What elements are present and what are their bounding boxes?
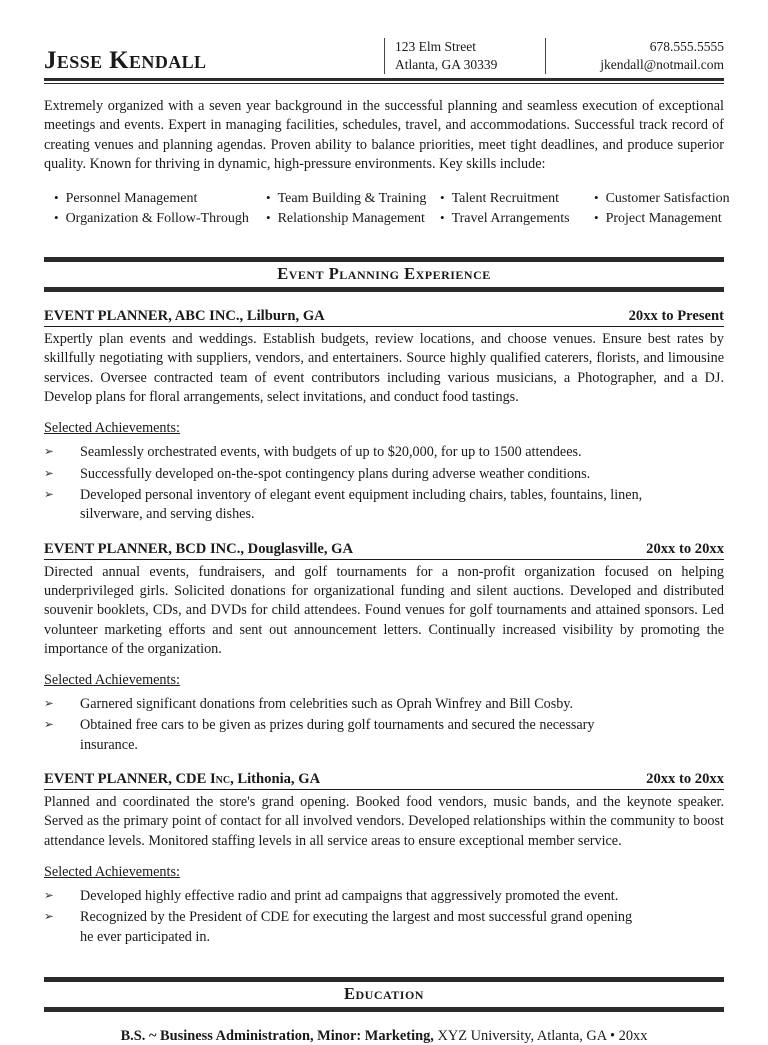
- address-line-2: Atlanta, GA 30339: [395, 57, 498, 73]
- education-entry: [44, 1028, 724, 1045]
- education-section: [44, 977, 724, 1012]
- job-entry: [44, 541, 724, 756]
- achievements-label: Selected Achievements:: [44, 420, 180, 437]
- skill-label: Personnel Management: [65, 190, 198, 206]
- arrow-bullet-icon: ➢: [44, 719, 54, 732]
- achievement-text: Developed highly effective radio and print ad campaigns that aggressively promoted the event.: [80, 888, 619, 904]
- skill-item: [266, 190, 440, 209]
- job-description: Directed annual events, fundraisers, and golf tournaments for a non-profit organization focused on helping underprivileged girls. Solicited donations for organizational funding and silent auctions. Developed and distributed souvenir booklets, CDs, and DVDs for child attendees. Found venues for golf tournaments and attained sponsors. Led volunteer marketing efforts and sent out announcement letters. Continually increased visibility by promoting the importance of the organization.: [44, 563, 724, 657]
- skill-item: [440, 210, 594, 229]
- candidate-name: Jesse Kendall: [44, 47, 207, 74]
- email-address[interactable]: jkendall@notmail.com: [600, 57, 724, 73]
- job-header: [44, 308, 724, 327]
- skill-item: [54, 190, 266, 209]
- experience-section-title: Event Planning Experience: [277, 264, 491, 284]
- achievement-item: [44, 443, 724, 462]
- bullet-icon: •: [440, 210, 445, 226]
- achievement-text: Successfully developed on-the-spot contingency plans during adverse weather conditions.: [80, 465, 591, 482]
- achievement-item: [44, 465, 724, 484]
- achievements-list: [44, 695, 724, 755]
- skill-label: Customer Satisfaction: [605, 190, 730, 206]
- skill-label: Organization & Follow-Through: [65, 211, 249, 227]
- school-details: XYZ University, Atlanta, GA • 20xx: [433, 1027, 648, 1044]
- achievements-label: Selected Achievements:: [44, 864, 180, 880]
- arrow-bullet-icon: ➢: [44, 488, 54, 501]
- section-rule-bottom: [44, 1007, 724, 1012]
- job-dates: 20xx to 20xx: [646, 771, 724, 788]
- achievement-item: [44, 486, 724, 525]
- achievement-item: [44, 695, 724, 714]
- key-skills-grid: [44, 189, 730, 229]
- skill-label: Travel Arrangements: [451, 211, 570, 227]
- bullet-icon: •: [54, 210, 59, 226]
- skill-label: Project Management: [605, 211, 722, 227]
- job-header: [44, 541, 724, 560]
- resume-header: [44, 30, 724, 74]
- professional-summary: Extremely organized with a seven year background in the successful planning and seamless execution of exceptional meetings and events. Expert in managing facilities, schedules, travel, and accommodations. Successful track record of creating venues and planning agendas. Proven ability to balance priorities, meet tight deadlines, and produce superior quality. Known for thriving in dynamic, high-pressure environments. Key skills include:: [44, 97, 724, 173]
- job-dates: 20xx to 20xx: [646, 540, 724, 557]
- bullet-icon: •: [266, 189, 271, 205]
- job-title: EVENT PLANNER, BCD INC., Douglasville, GA: [44, 540, 354, 557]
- job-title-smallcaps: Inc: [209, 771, 231, 788]
- achievements-list: [44, 887, 724, 947]
- job-title: EVENT PLANNER, ABC INC., Lilburn, GA: [44, 308, 325, 325]
- job-entry: [44, 771, 724, 947]
- achievement-text: Seamlessly orchestrated events, with budgets of up to $20,000, for up to 1500 attendees.: [80, 444, 582, 461]
- skill-item: [594, 190, 730, 209]
- job-title-post: , Lithonia, GA: [230, 771, 321, 788]
- skill-item: [266, 210, 440, 229]
- job-header: [44, 771, 724, 790]
- bullet-icon: •: [594, 210, 599, 226]
- job-title-pre: EVENT PLANNER, CDE: [44, 771, 210, 788]
- arrow-bullet-icon: ➢: [44, 446, 54, 459]
- achievements-label: Selected Achievements:: [44, 672, 180, 689]
- address-block: [384, 38, 545, 74]
- bullet-icon: •: [440, 189, 445, 205]
- achievement-item: [44, 908, 724, 947]
- achievement-item: [44, 887, 724, 906]
- degree-name: B.S. ~ Business Administration, Minor: Marketing,: [120, 1027, 434, 1044]
- skill-item: [594, 210, 730, 229]
- job-entry: [44, 308, 724, 525]
- job-dates: 20xx to Present: [628, 308, 724, 325]
- achievement-text: Obtained free cars to be given as prizes during golf tournaments and secured the necessary insurance.: [80, 717, 595, 753]
- job-description: Expertly plan events and weddings. Establish budgets, review locations, and choose venues. Ensure best rates by skillfully negotiating with suppliers, vendors, and entertainers. Source highly qualified caterers, florists, and limousine services. Oversee contracted team of event contributors including various musicians, a Photographer, and a DJ. Develop plans for floral arrangements, select invitations, and conduct food tastings.: [44, 331, 724, 405]
- achievement-text: Developed personal inventory of elegant event equipment including chairs, tables, fountains, linen, silverware, and serving dishes.: [80, 486, 643, 523]
- experience-section: [44, 257, 724, 292]
- achievement-text: Recognized by the President of CDE for executing the largest and most successful grand opening he ever participated in.: [80, 909, 633, 945]
- skill-item: [440, 190, 594, 209]
- achievement-text: Garnered significant donations from celebrities such as Oprah Winfrey and Bill Cosby.: [80, 696, 574, 713]
- bullet-icon: •: [266, 210, 271, 226]
- education-section-title: Education: [344, 983, 424, 1003]
- address-line-1: 123 Elm Street: [395, 39, 476, 55]
- arrow-bullet-icon: ➢: [44, 698, 54, 711]
- job-title: [44, 771, 320, 788]
- skill-label: Talent Recruitment: [451, 190, 560, 206]
- contact-block: [545, 38, 724, 74]
- skill-label: Relationship Management: [277, 211, 425, 227]
- arrow-bullet-icon: ➢: [44, 890, 54, 902]
- header-divider: [44, 78, 724, 84]
- job-description: Planned and coordinated the store's grand opening. Booked food vendors, music bands, and the keynote speaker. Served as the primary point of contact for all involved vendors. Developed relationships within the community to boost attendance levels. Monitored staffing levels in all service areas to ensure exceptional member service.: [44, 794, 724, 849]
- bullet-icon: •: [594, 189, 599, 205]
- achievements-list: [44, 443, 724, 524]
- arrow-bullet-icon: ➢: [44, 467, 54, 480]
- skill-label: Team Building & Training: [277, 190, 427, 206]
- achievement-item: [44, 716, 724, 755]
- skill-item: [54, 210, 266, 229]
- phone-number: 678.555.5555: [649, 39, 724, 55]
- section-rule-bottom: [44, 287, 724, 292]
- arrow-bullet-icon: ➢: [44, 911, 54, 924]
- bullet-icon: •: [54, 189, 59, 205]
